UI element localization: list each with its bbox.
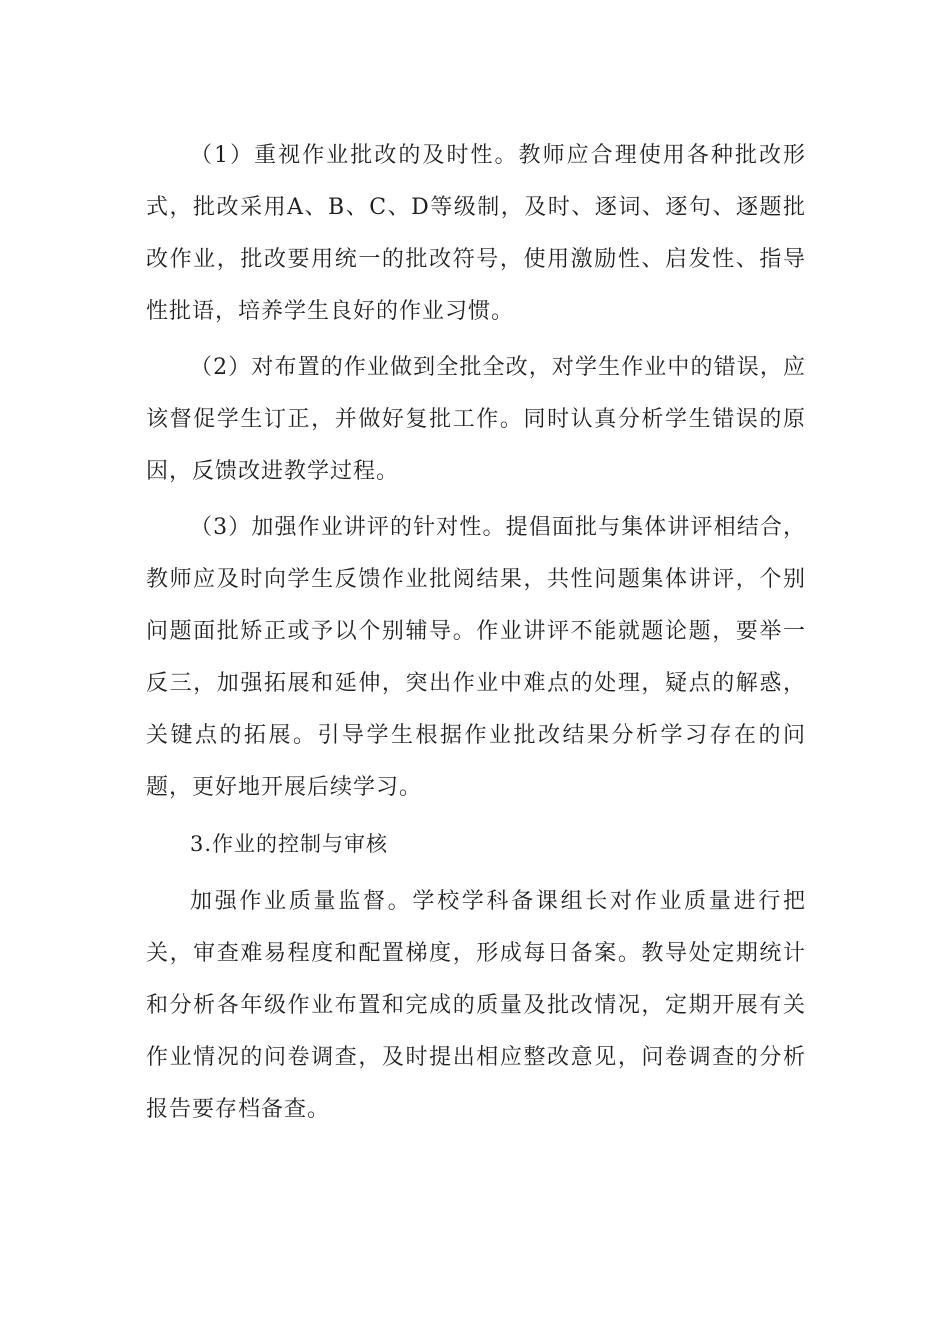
section-heading: 3.作业的控制与审核 [190,832,389,856]
paragraph-1: （1）重视作业批改的及时性。教师应合理使用各种批改形式，批改采用A、B、C、D等级制，及时、逐词、逐句、逐题批改作业，批改要用统一的批改符号，使用激励性、启发性、指导性批语，培养学生良好的作业习惯。 [146,143,806,324]
document-body [146,130,806,1136]
paragraph-2: （2）对布置的作业做到全批全改，对学生作业中的错误，应该督促学生订正，并做好复批工作。同时认真分析学生错误的原因，反馈改进教学过程。 [146,355,806,484]
paragraph-3: （3）加强作业讲评的针对性。提倡面批与集体讲评相结合，教师应及时向学生反馈作业批阅结果，共性问题集体讲评，个别问题面批矫正或予以个别辅导。作业讲评不能就题论题，要举一反三，加强拓展和延伸，突出作业中难点的处理，疑点的解惑，关键点的拓展。引导学生根据作业批改结果分析学习存在的问题，更好地开展后续学习。 [146,515,806,800]
paragraph-4: 加强作业质量监督。学校学科备课组长对作业质量进行把关，审查难易程度和配置梯度，形成每日备案。教导处定期统计和分析各年级作业布置和完成的质量及批改情况，定期开展有关作业情况的问卷调查，及时提出相应整改意见，问卷调查的分析报告要存档备查。 [146,889,806,1122]
